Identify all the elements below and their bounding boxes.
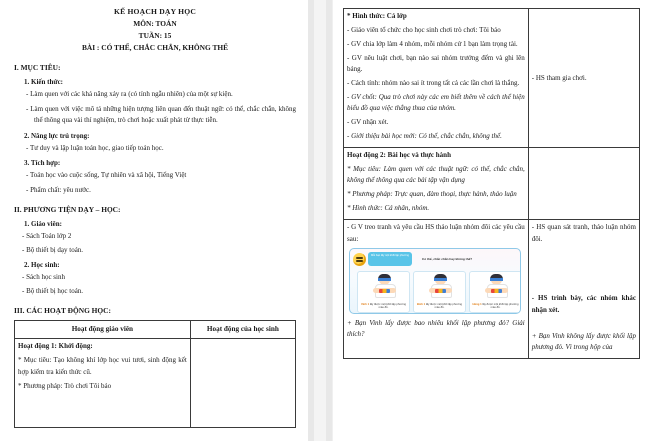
activity-method: * Phương pháp: Trò chơi Tôi bảo xyxy=(18,381,112,390)
picture-question: Có thể, chắc chắn hay không thể? xyxy=(422,256,473,261)
activity-question: + Bạn Vinh lấy được bao nhiêu khối lập phương đỏ? Giải thích? xyxy=(347,318,525,339)
picture-card xyxy=(357,271,410,313)
activities-table xyxy=(14,320,296,428)
page-gutter xyxy=(308,0,332,441)
material-item: - Bộ thiết bị dạy toán. xyxy=(22,245,84,254)
page-right xyxy=(332,0,650,441)
doc-title-week: TUẦN: 15 xyxy=(138,31,172,40)
activity-step: - Cách tính: nhóm nào sai ít trong tất cả các lần chơi là thắng. xyxy=(347,79,520,88)
activity-form: * Hình thức: Cả lớp xyxy=(347,12,407,20)
doc-title-line1: KẾ HOẠCH DẠY HỌC xyxy=(113,7,197,16)
column-header-student: Hoạt động của học sinh xyxy=(190,321,295,339)
activities-table-continued xyxy=(343,8,640,359)
objective-bullet: - Phẩm chất: yêu nước. xyxy=(26,185,91,194)
objective-bullet: - Tư duy và lập luận toán học, giao tiếp toán học. xyxy=(26,143,164,152)
cell-teacher-activity xyxy=(344,220,529,359)
picture-card-caption: Hùng 1 lấy được một khối lập phương màu đỏ. xyxy=(472,302,519,310)
subheading-knowledge: 1. Kiến thức: xyxy=(24,78,64,86)
activity-step: - GV nêu luật chơi, bạn nào sai nhóm trưởng đếm và ghi lên bảng. xyxy=(347,53,525,74)
empty-cell-spacer xyxy=(194,341,292,425)
objective-bullet: - Làm quen với việc mô tả những hiện tượng liên quan đến thuật ngữ: có thể, chắc chắn, không thể thông qua vài thí nghiệm, trò chơi hoặc xuất phát từ thực tiễn. xyxy=(26,104,296,124)
activity-method: * Phương pháp: Trực quan, đàm thoại, thực hành, thảo luận xyxy=(347,190,517,199)
objective-bullet: - Làm quen với các khả năng xảy ra (có tính ngẫu nhiên) của một sự kiện. xyxy=(26,90,233,98)
student-answer: + Bạn Vinh không lấy được khối lập phương đỏ. Vì trong hộp của xyxy=(531,331,636,352)
bee-mascot-icon xyxy=(353,253,366,266)
gutter-shadow xyxy=(314,0,326,441)
student-response: - HS quan sát tranh, thảo luận nhóm đôi. xyxy=(531,223,636,243)
material-item: - Sách Toán lớp 2 xyxy=(22,232,72,240)
cell-teacher-activity xyxy=(344,9,529,148)
section-heading-objectives: I. MỤC TIÊU: xyxy=(14,63,61,72)
objective-bullet: - Toán học vào cuộc sống, Tự nhiên và xã hội, Tiếng Việt xyxy=(26,171,187,179)
doc-title-subject: MÔN: TOÁN xyxy=(133,19,177,28)
cell-student-activity xyxy=(528,9,639,148)
activity-step: - Giáo viên tổ chức cho học sinh chơi trò chơi: Tôi bảo xyxy=(347,25,501,34)
table-row xyxy=(344,148,640,220)
subheading-teacher: 1. Giáo viên: xyxy=(24,220,62,228)
subheading-competency: 2. Năng lực trú trọng: xyxy=(24,131,90,140)
activity-step: - GV chốt: Qua trò chơi này các em biết thêm về cách thể hiện biểu đồ qua việc thắng thua của nhóm. xyxy=(347,92,525,113)
picture-card-row xyxy=(357,271,521,313)
table-header-row xyxy=(15,321,296,339)
section-heading-materials: II. PHƯƠNG TIỆN DẠY – HỌC: xyxy=(14,205,121,214)
activity-step: - Giới thiệu bài học mới: Có thể, chắc chắn, không thể. xyxy=(347,132,502,141)
speech-bubble xyxy=(368,252,412,266)
cell-student-activity xyxy=(528,148,639,220)
picture-card-caption: Bích 1 lấy được một khối lập phương màu đỏ. xyxy=(417,302,462,310)
table-row xyxy=(15,339,296,428)
picture-card-caption: Vinh 1 lấy được một khối lập phương màu đỏ. xyxy=(361,302,406,310)
child-illustration xyxy=(372,275,396,297)
column-header-teacher: Hoạt động giáo viên xyxy=(15,321,191,339)
cell-teacher-activity xyxy=(15,339,191,428)
activity-goal: * Mục tiêu: Làm quen với các thuật ngữ: có thể, chắc chắn, không thể thông qua các bài tập vận dụng xyxy=(347,164,525,185)
table-row xyxy=(344,9,640,148)
cell-student-activity xyxy=(190,339,295,428)
subheading-student: 2. Học sinh: xyxy=(24,261,60,269)
material-item: - Sách học sinh xyxy=(22,273,65,281)
child-illustration xyxy=(428,275,452,297)
table-row xyxy=(344,220,640,359)
page-left xyxy=(0,0,308,441)
picture-card xyxy=(413,271,466,313)
empty-cell-spacer xyxy=(532,247,636,293)
activity-title: Hoạt động 2: Bài học và thực hành xyxy=(347,151,451,160)
picture-card xyxy=(469,271,521,313)
section-heading-activities: III. CÁC HOẠT ĐỘNG HỌC: xyxy=(14,306,111,315)
activity-title: Hoạt động 1: Khởi động: xyxy=(18,342,93,351)
cell-teacher-activity xyxy=(344,148,529,220)
empty-cell-spacer xyxy=(532,319,636,331)
student-response: - HS tham gia chơi. xyxy=(531,74,587,82)
material-item: - Bộ thiết bị học toán. xyxy=(22,286,84,295)
empty-cell-spacer xyxy=(532,150,636,206)
doc-title-lesson: BÀI : CÓ THỂ, CHẮC CHẮN, KHÔNG THỂ xyxy=(81,43,229,52)
cell-student-activity xyxy=(528,220,639,359)
child-illustration xyxy=(484,275,508,297)
activity-form: * Hình thức: Cá nhân, nhóm. xyxy=(347,204,430,213)
empty-cell-spacer xyxy=(532,11,636,73)
speech-bubble-text: Mỗi bạn lấy một khối lập phương xyxy=(371,254,409,258)
student-response: - HS trình bày, các nhóm khác nhận xét. xyxy=(531,294,636,314)
activity-step: - GV nhận xét. xyxy=(347,118,389,127)
activity-goal: * Mục tiêu: Tạo không khí lớp học vui tươi, sinh động kết hợp kiểm tra kiến thức cũ. xyxy=(18,356,187,376)
activity-step: - G V treo tranh và yêu cầu HS thảo luận nhóm đôi các yêu cầu sau: xyxy=(347,223,525,243)
textbook-picture xyxy=(349,248,521,314)
activity-step: - GV chia lớp làm 4 nhóm, mỗi nhóm cử 1 bạn làm trọng tài. xyxy=(347,39,518,48)
subheading-integration: 3. Tích hợp: xyxy=(24,159,61,167)
